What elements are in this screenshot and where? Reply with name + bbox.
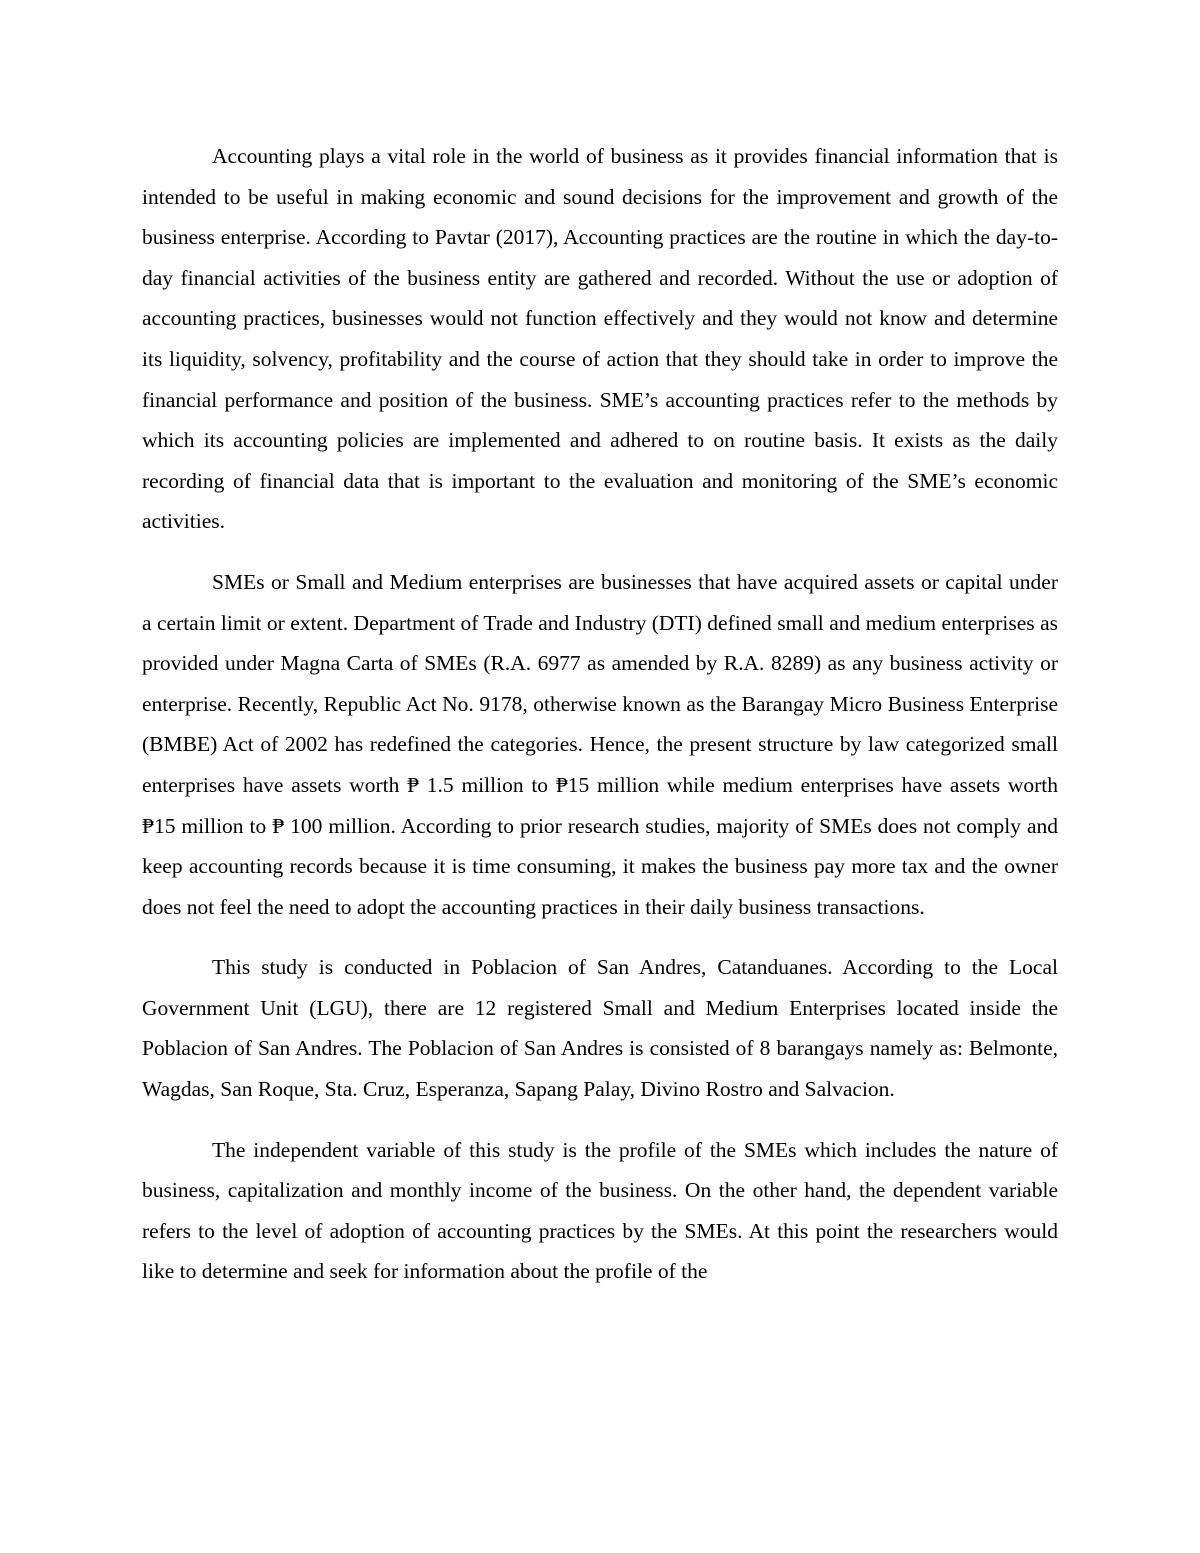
paragraph-study-location: This study is conducted in Poblacion of San Andres, Catanduanes. According to the Local Government Unit (LGU), there are 12 registered Small and Medium Enterprises located inside the Poblacion of San Andres. The Poblacion of San Andres is consisted of 8 barangays namely as: Belmonte, Wagdas, San Roque, Sta. Cruz, Esperanza, Sapang Palay, Divino Rostro and Salvacion. xyxy=(142,955,1058,1102)
paragraph-accounting-role: Accounting plays a vital role in the world of business as it provides financial information that is intended to be useful in making economic and sound decisions for the improvement and growth of the business enterprise. According to Pavtar (2017), Accounting practices are the routine in which the day-to-day financial activities of the business entity are gathered and recorded. Without the use or adoption of accounting practices, businesses would not function effectively and they would not know and determine its liquidity, solvency, profitability and the course of action that they should take in order to improve the financial performance and position of the business. SME’s accounting practices refer to the methods by which its accounting policies are implemented and adhered to on routine basis. It exists as the daily recording of financial data that is important to the evaluation and monitoring of the SME’s economic activities. xyxy=(142,144,1058,534)
paragraph-study-variables: The independent variable of this study is the profile of the SMEs which includes the nature of business, capitalization and monthly income of the business. On the other hand, the dependent variable refers to the level of adoption of accounting practices by the SMEs. At this point the researchers would like to determine and seek for information about the profile of the xyxy=(142,1137,1058,1284)
document-body xyxy=(142,136,1058,1312)
paragraph-sme-definition: SMEs or Small and Medium enterprises are businesses that have acquired assets or capital under a certain limit or extent. Department of Trade and Industry (DTI) defined small and medium enterprises as provided under Magna Carta of SMEs (R.A. 6977 as amended by R.A. 8289) as any business activity or enterprise. Recently, Republic Act No. 9178, otherwise known as the Barangay Micro Business Enterprise (BMBE) Act of 2002 has redefined the categories. Hence, the present structure by law categorized small enterprises have assets worth ₱ 1.5 million to ₱15 million while medium enterprises have assets worth ₱15 million to ₱ 100 million. According to prior research studies, majority of SMEs does not comply and keep accounting records because it is time consuming, it makes the business pay more tax and the owner does not feel the need to adopt the accounting practices in their daily business transactions. xyxy=(142,569,1058,919)
